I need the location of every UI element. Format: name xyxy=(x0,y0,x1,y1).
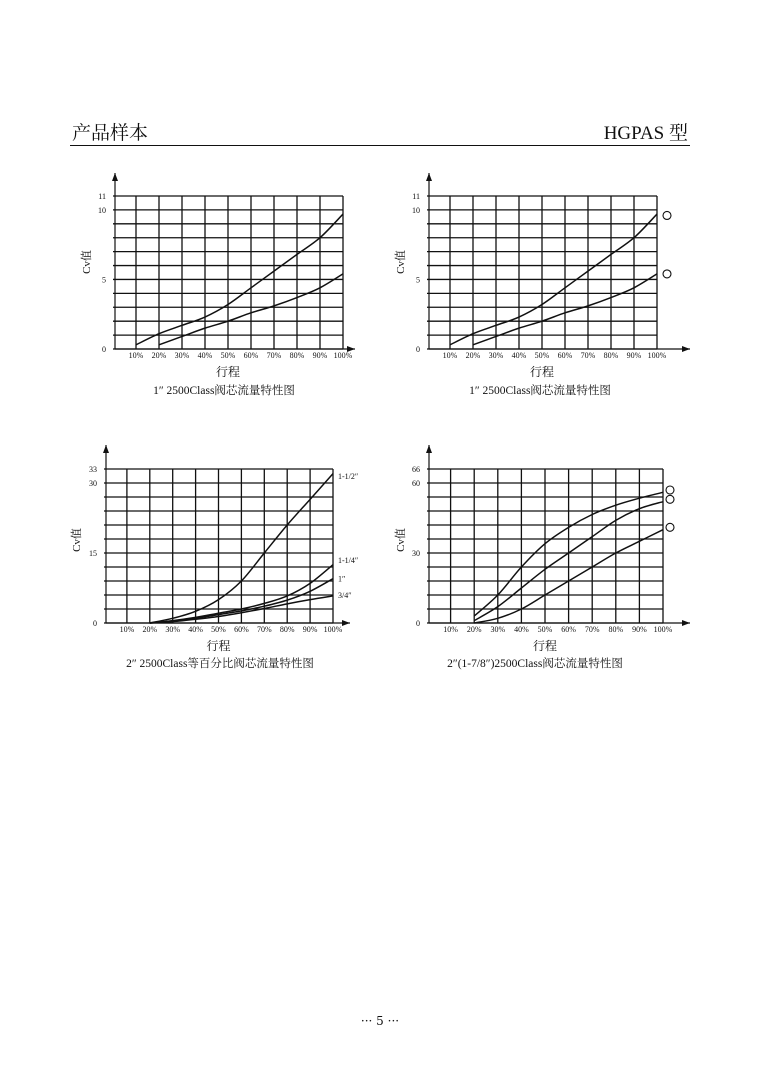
y-tick-label: 60 xyxy=(412,479,420,488)
y-tick-label: 66 xyxy=(412,465,420,474)
x-tick-label: 100% xyxy=(653,625,673,634)
x-tick-label: 20% xyxy=(142,625,158,634)
x-tick-label: 10% xyxy=(128,351,144,360)
x-tick-label: 30% xyxy=(174,351,190,360)
chart-3 xyxy=(69,445,358,670)
y-tick-label: 0 xyxy=(93,619,97,628)
x-tick-label: 50% xyxy=(211,625,226,634)
x-tick-label: 70% xyxy=(266,351,282,360)
y-axis-arrow xyxy=(112,173,118,181)
x-tick-label: 30% xyxy=(490,625,506,634)
y-tick-label: 5 xyxy=(102,275,106,285)
y-axis-label: Cv值 xyxy=(395,250,407,274)
y-axis-label: Cv值 xyxy=(395,528,407,552)
y-axis-arrow xyxy=(426,173,432,181)
series-marker-circle xyxy=(666,523,674,531)
header-right-model: HGPAS 型 xyxy=(603,123,688,144)
x-tick-label: 40% xyxy=(188,625,203,634)
chart-4 xyxy=(393,445,690,670)
y-tick-label: 30 xyxy=(89,479,97,488)
y-axis-arrow xyxy=(426,445,432,453)
x-axis-label: 行程 xyxy=(532,639,558,653)
chart-caption: 2″ 2500Class等百分比阀芯流量特性图 xyxy=(126,658,314,670)
chart-1 xyxy=(79,173,355,397)
x-tick-label: 60% xyxy=(234,625,249,634)
x-axis-arrow xyxy=(342,620,350,626)
x-tick-label: 70% xyxy=(256,625,272,634)
x-tick-label: 100% xyxy=(323,625,343,634)
x-axis-label: 行程 xyxy=(215,365,241,379)
x-tick-label: 40% xyxy=(197,351,213,360)
x-tick-label: 30% xyxy=(165,625,181,634)
y-tick-label: 15 xyxy=(89,549,97,558)
series-marker-circle xyxy=(666,486,674,494)
y-tick-label: 11 xyxy=(98,192,106,201)
chart-2 xyxy=(393,173,690,397)
x-tick-label: 10% xyxy=(443,625,458,634)
chart-grid xyxy=(113,196,343,349)
y-tick-label: 10 xyxy=(412,205,420,215)
x-tick-label: 50% xyxy=(534,351,550,360)
header-left-title: 产品样本 xyxy=(72,122,149,144)
x-tick-label: 100% xyxy=(333,351,353,360)
series-marker-circle xyxy=(663,211,671,219)
x-tick-label: 100% xyxy=(647,351,667,360)
y-tick-label: 5 xyxy=(416,275,420,285)
x-tick-label: 40% xyxy=(514,625,529,634)
series-marker-circle xyxy=(663,270,671,278)
y-tick-label: 30 xyxy=(412,549,420,558)
y-tick-label: 0 xyxy=(416,345,420,354)
x-axis-arrow xyxy=(682,620,690,626)
series-label: 1″ xyxy=(338,574,346,584)
chart-caption: 1″ 2500Class阀芯流量特性图 xyxy=(153,385,295,397)
x-tick-label: 90% xyxy=(302,625,318,634)
x-tick-label: 80% xyxy=(279,625,295,634)
x-axis-label: 行程 xyxy=(206,639,231,653)
chart-grid xyxy=(427,469,663,623)
series-label: 1-1/4″ xyxy=(338,556,359,565)
series-label: 1-1/2″ xyxy=(338,472,359,481)
x-tick-label: 50% xyxy=(220,351,236,360)
chart-caption: 2″(1-7/8″)2500Class阀芯流量特性图 xyxy=(447,658,623,670)
x-tick-label: 80% xyxy=(289,351,305,360)
x-tick-label: 10% xyxy=(442,351,458,360)
y-tick-label: 10 xyxy=(98,205,106,215)
x-tick-label: 60% xyxy=(561,625,576,634)
x-tick-label: 20% xyxy=(466,625,482,634)
x-tick-label: 80% xyxy=(608,625,624,634)
series-label: 3/4″ xyxy=(338,591,352,600)
chart-grid xyxy=(427,196,657,349)
y-tick-label: 11 xyxy=(412,192,420,201)
x-tick-label: 50% xyxy=(537,625,553,634)
x-tick-label: 40% xyxy=(511,351,527,360)
page-number: ··· 5 ··· xyxy=(360,1014,400,1028)
y-tick-label: 0 xyxy=(102,345,106,354)
x-tick-label: 10% xyxy=(119,625,135,634)
x-tick-label: 20% xyxy=(465,351,481,360)
x-tick-label: 90% xyxy=(312,351,328,360)
x-tick-label: 90% xyxy=(626,351,642,360)
x-tick-label: 60% xyxy=(243,351,259,360)
x-tick-label: 70% xyxy=(580,351,596,360)
x-tick-label: 90% xyxy=(632,625,647,634)
y-axis-label: Cv值 xyxy=(71,528,83,552)
chart-caption: 1″ 2500Class阀芯流量特性图 xyxy=(469,385,611,397)
x-axis-label: 行程 xyxy=(529,365,555,379)
y-axis-label: Cv值 xyxy=(81,250,93,274)
x-tick-label: 60% xyxy=(557,351,573,360)
x-tick-label: 80% xyxy=(603,351,619,360)
y-tick-label: 33 xyxy=(89,465,97,474)
x-axis-arrow xyxy=(682,346,690,352)
series-marker-circle xyxy=(666,495,674,503)
x-tick-label: 30% xyxy=(488,351,504,360)
y-axis-arrow xyxy=(103,445,109,453)
x-tick-label: 20% xyxy=(151,351,167,360)
y-tick-label: 0 xyxy=(416,619,420,628)
x-tick-label: 70% xyxy=(584,625,600,634)
